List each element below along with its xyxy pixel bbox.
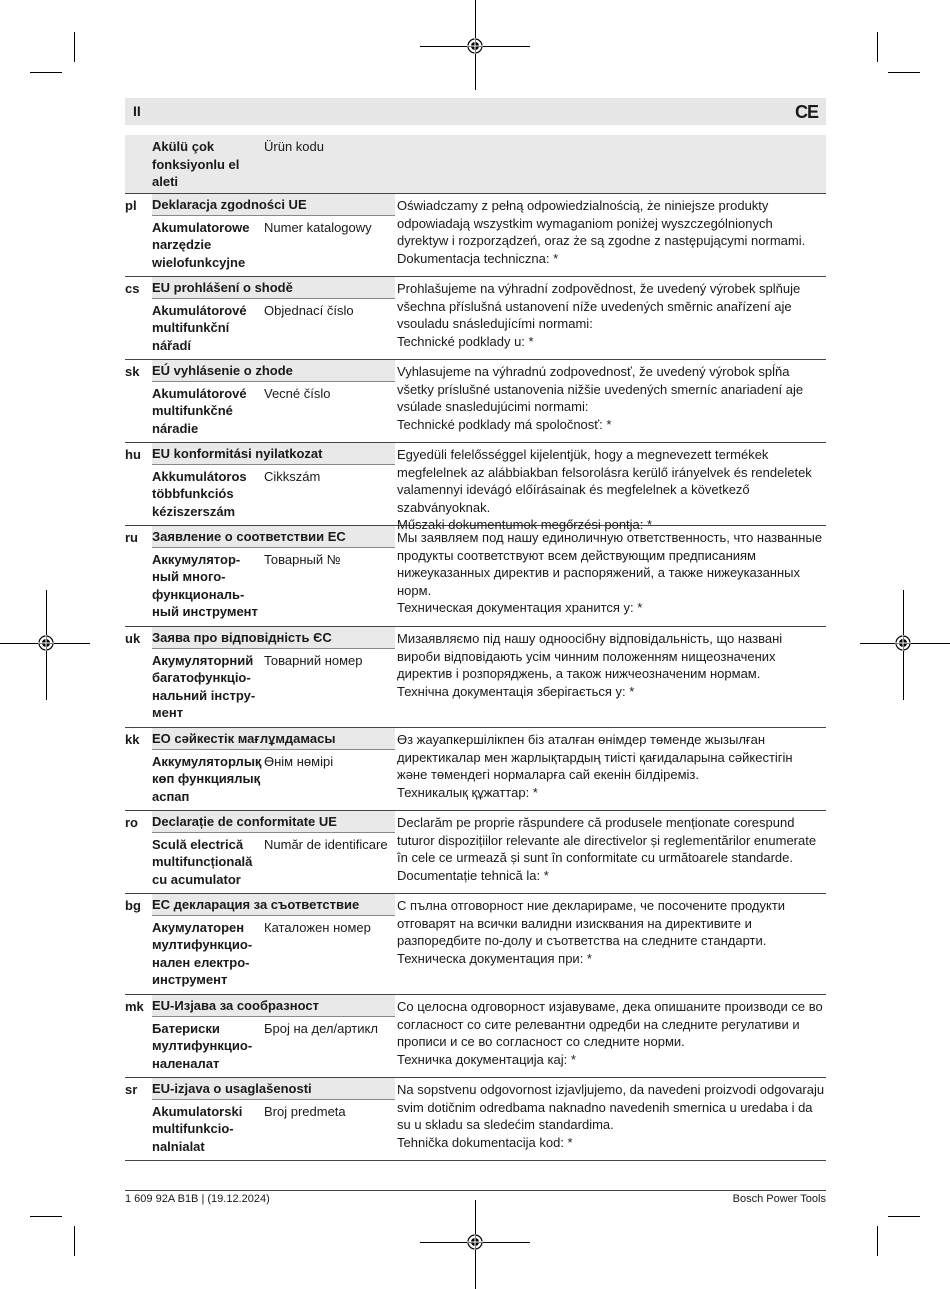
product-name: Akumulátorové multifunkční nářadí bbox=[152, 302, 247, 353]
declaration-block-mk bbox=[125, 995, 826, 1078]
crop-mark bbox=[877, 32, 878, 62]
crop-mark bbox=[888, 1216, 920, 1217]
language-code: sk bbox=[125, 364, 140, 379]
technical-documentation: Техническа документация при: * bbox=[397, 950, 592, 966]
code-label: Broj predmeta bbox=[264, 1103, 346, 1119]
product-name: Аккумулятор-ный много-функциональ-ный инструмент bbox=[152, 551, 258, 619]
declaration-title: ЕО сәйкестік мағлұмдамасы bbox=[152, 728, 395, 750]
code-label: Товарный № bbox=[264, 551, 341, 567]
technical-documentation: Technické podklady u: * bbox=[397, 333, 534, 349]
product-name: Батериски мултифункцио-наленалат bbox=[152, 1020, 253, 1071]
declaration-text: Мы заявляем под нашу единоличную ответственность, что названные продукты соответствуют всем действующим предписаниям нижеуказанных директив и распоряжений, а также нижеуказанных норм. bbox=[397, 530, 823, 598]
registration-mark-icon bbox=[467, 38, 483, 54]
declaration-title: EU konformitási nyilatkozat bbox=[152, 443, 395, 465]
declaration-block-bg bbox=[125, 894, 826, 995]
declaration-text: Со целосна одговорност изјавуваме, дека опишаните производи се во согласност со сите релевантни одредби на следните регулативи и прописи и се во согласност со следните норми. bbox=[397, 999, 823, 1049]
code-label: Număr de identificare bbox=[264, 836, 388, 852]
language-code: kk bbox=[125, 732, 140, 747]
registration-mark-icon bbox=[38, 635, 54, 651]
technical-documentation: Tehnička dokumentacija kod: * bbox=[397, 1134, 573, 1150]
declaration-title: Заявление о соответствии ЕС bbox=[152, 526, 395, 548]
declaration-text: Vyhlasujeme na výhradnú zodpovednosť, že uvedený výrobok spĺňa všetky príslušné ustanovenia nižšie uvedených smerníc anariadení aje vsúlade snasledujúcimi normami: bbox=[397, 364, 804, 414]
code-label: Numer katalogowy bbox=[264, 219, 372, 235]
language-code: pl bbox=[125, 198, 137, 213]
code-label: Товарний номер bbox=[264, 652, 363, 668]
language-code: ro bbox=[125, 815, 138, 830]
declaration-title: Заява про відповідність ЄС bbox=[152, 627, 395, 649]
declaration-title: EÚ vyhlásenie o zhode bbox=[152, 360, 395, 382]
page-header bbox=[125, 98, 826, 125]
technical-documentation: Documentație tehnică la: * bbox=[397, 867, 549, 883]
footer-rule bbox=[125, 1190, 826, 1191]
declaration-block-sk bbox=[125, 360, 826, 443]
crop-mark bbox=[30, 1216, 62, 1217]
product-name: Akumulatorowe narzędzie wielofunkcyjne bbox=[152, 219, 250, 270]
language-code: uk bbox=[125, 631, 141, 646]
declaration-title: ЕС декларация за съответствие bbox=[152, 894, 395, 916]
declaration-title: EU prohlášení o shodě bbox=[152, 277, 395, 299]
code-label: Ürün kodu bbox=[264, 139, 324, 154]
declarations-list bbox=[125, 135, 826, 1161]
document-number: 1 609 92A B1B | (19.12.2024) bbox=[125, 1193, 270, 1205]
technical-documentation: Műszaki dokumentumok megőrzési pontja: * bbox=[397, 517, 653, 532]
code-label: Каталожен номер bbox=[264, 919, 371, 935]
product-name: Аккумуляторлық көп функциялық аспап bbox=[152, 753, 262, 804]
declaration-text: Өз жауапкершілікпен біз аталған өнімдер төменде жызылған директикалар мен жарлықтардың тиісті қағидаларына сәйкестігін және төмендегі нормаларға сай екенін білдіреміз. bbox=[397, 732, 793, 782]
language-code: cs bbox=[125, 281, 140, 296]
language-code: mk bbox=[125, 999, 144, 1014]
declaration-block-ru bbox=[125, 526, 826, 627]
declaration-text: Na sopstvenu odgovornost izjavljujemo, da navedeni proizvodi odgovaraju svim dotičnim odredbama naknadno navedenih smernica u uredaba i da su u skladu sa sledećim standardima. bbox=[397, 1082, 825, 1132]
product-name: Акумулаторен мултифункцио-нален електро-инструмент bbox=[152, 919, 253, 987]
declaration-text: Egyedüli felelősséggel kijelentjük, hogy a megnevezett termékek megfelelnek az alábbiakban felsorolásra kerülő irányelvek és rendeletek valamennyi idevágó előírásainak és megfelelnek a következő szabványoknak. bbox=[397, 447, 812, 515]
declaration-block-ro bbox=[125, 811, 826, 894]
declaration-block-sr bbox=[125, 1078, 826, 1161]
declaration-title: Declarație de conformitate UE bbox=[152, 811, 395, 833]
technical-documentation: Техникалық құжаттар: * bbox=[397, 784, 538, 800]
page-number: II bbox=[133, 103, 141, 119]
declaration-block-kk bbox=[125, 728, 826, 811]
product-name: Akumulátorové multifunkčné náradie bbox=[152, 385, 247, 436]
ce-mark-icon: CE bbox=[794, 102, 818, 122]
declaration-text: Prohlašujeme na výhradní zodpovědnost, že uvedený výrobek splňuje všechna příslušná ustanovení níže uvedených směrnic anařízení aje vsouladu snásledujícími normami: bbox=[397, 281, 801, 331]
language-code: ru bbox=[125, 530, 138, 545]
declaration-block-pl bbox=[125, 194, 826, 277]
technical-documentation: Техническая документация хранится у: * bbox=[397, 600, 643, 615]
language-code: bg bbox=[125, 898, 141, 913]
product-name: Akülü çok fonksiyonlu el aleti bbox=[152, 139, 240, 189]
declaration-text: С пълна отговорност ние декларираме, че посочените продукти отговарят на всички валидни изисквания на директивите и разпоредбите по-долу и съответства на следните стандарти. bbox=[397, 898, 786, 948]
product-name: Sculă electrică multifuncțională cu acumulator bbox=[152, 836, 253, 887]
crop-mark bbox=[30, 72, 62, 73]
declaration-text: Declarăm pe proprie răspundere că produsele menționate corespund tuturor dispozițiilor relevante ale directivelor și reglementărilor enumerate în cele ce urmează și sunt în conformitate cu următoarele standarde. bbox=[397, 815, 817, 865]
crop-mark bbox=[877, 1226, 878, 1256]
product-name: Akumulatorski multifunkcio-nalnialat bbox=[152, 1103, 243, 1154]
declaration-block-tr bbox=[125, 135, 826, 194]
code-label: Vecné číslo bbox=[264, 385, 331, 401]
code-label: Objednací číslo bbox=[264, 302, 354, 318]
technical-documentation: Технічна документація зберігається у: * bbox=[397, 683, 635, 699]
declaration-title: EU-izjava o usaglašenosti bbox=[152, 1078, 395, 1100]
registration-mark-icon bbox=[895, 635, 911, 651]
brand-name: Bosch Power Tools bbox=[732, 1193, 826, 1205]
technical-documentation: Technické podklady má spoločnosť: * bbox=[397, 416, 612, 432]
declaration-block-cs bbox=[125, 277, 826, 360]
code-label: Өнім нөмірі bbox=[264, 753, 334, 769]
declaration-text: Oświadczamy z pełną odpowiedzialnością, że niniejsze produkty odpowiadają wszystkim wymaganiom poniżej wyszczególnionych dyrektyw i rozporządzeń, oraz że są zgodne z następującymi normami. bbox=[397, 198, 806, 248]
code-label: Cikkszám bbox=[264, 468, 321, 484]
declaration-block-hu bbox=[125, 443, 826, 532]
declaration-text: Мизаявляємо під нашу одноосібну відповідальність, що названі вироби відповідають усім чинним положенням нищеозначених директив і розпоряджень, а також нижчеозначеним нормам. bbox=[397, 631, 783, 681]
registration-mark-icon bbox=[467, 1234, 483, 1250]
declaration-title: Deklaracja zgodności UE bbox=[152, 194, 395, 216]
language-code: sr bbox=[125, 1082, 138, 1097]
crop-mark bbox=[888, 72, 920, 73]
declaration-block-uk bbox=[125, 627, 826, 728]
declaration-title: EU-Изјава за сообразност bbox=[152, 995, 395, 1017]
crop-mark bbox=[74, 1226, 75, 1256]
technical-documentation: Техничка документација кај: * bbox=[397, 1051, 576, 1067]
crop-mark bbox=[74, 32, 75, 62]
code-label: Број на дел/артикл bbox=[264, 1020, 378, 1036]
product-name: Акумуляторний багатофункціо-нальний інстру-мент bbox=[152, 652, 256, 720]
technical-documentation: Dokumentacja techniczna: * bbox=[397, 250, 559, 266]
product-name: Akkumulátoros többfunkciós kéziszerszám bbox=[152, 468, 247, 519]
language-code: hu bbox=[125, 447, 141, 462]
